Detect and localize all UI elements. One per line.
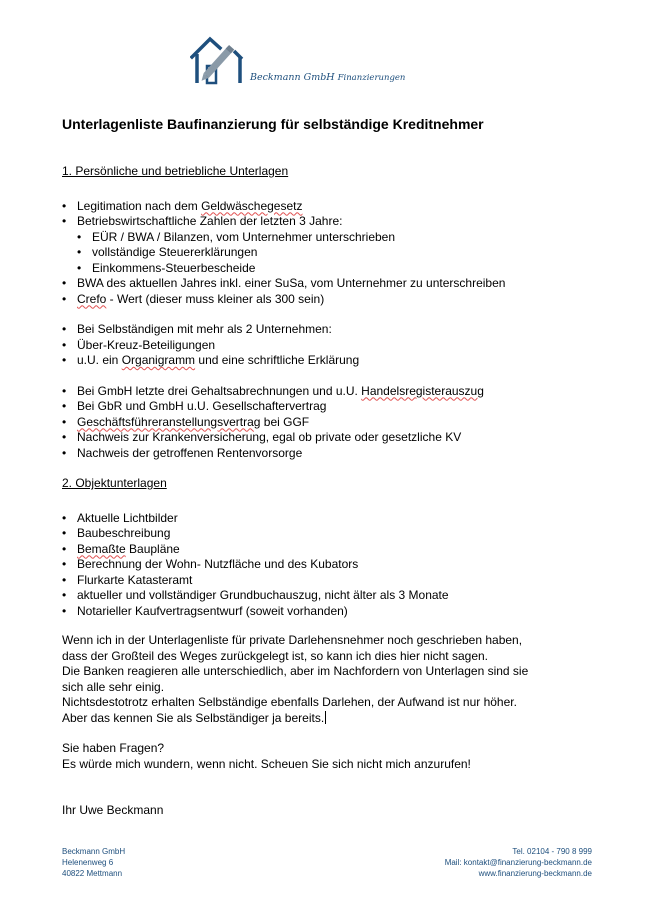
list-item: • Nachweis der getroffenen Rentenvorsorge [62, 446, 602, 462]
paragraph-line: Nichtsdestotrotz erhalten Selbständige ebenfalls Darlehen, der Aufwand ist nur höher. [62, 695, 517, 709]
text-cursor [325, 711, 326, 724]
list-item: • Geschäftsführeranstellungsvertrag bei GGF [62, 415, 602, 431]
paragraph-line: Die Banken reagieren alle unterschiedlich, aber im Nachfordern von Unterlagen sind sie [62, 664, 529, 678]
paragraph-line: Sie haben Fragen? [62, 741, 165, 755]
spellcheck-word: Handelsregisterauszug [361, 383, 484, 398]
section1-list [62, 199, 602, 230]
list-item: • Crefo - Wert (dieser muss kleiner als 300 sein) [62, 292, 602, 308]
list-item: • Bei GbR und GmbH u.U. Gesellschaftervertrag [62, 399, 602, 415]
list-item: • Bei Selbständigen mit mehr als 2 Unternehmen: [62, 322, 602, 338]
sub-list-item: • Einkommens-Steuerbescheide [62, 261, 602, 277]
footer-email: Mail: kontakt@finanzierung-beckmann.de [444, 858, 592, 867]
footer-street: Helenenweg 6 [62, 858, 114, 867]
list-item: • Über-Kreuz-Beteiligungen [62, 338, 602, 354]
section1-group2 [62, 322, 602, 369]
paragraph-line-last[interactable]: Aber das kennen Sie als Selbständiger ja bereits. [62, 710, 325, 725]
list-item: • Aktuelle Lichtbilder [62, 511, 602, 527]
spellcheck-word: Geldwäschegesetz [201, 198, 303, 213]
section2-heading: 2. Objektunterlagen [62, 476, 167, 490]
spellcheck-word: Geschäftsführeranstellungsvertrag [77, 414, 261, 429]
spellcheck-word: Bemaßte [77, 541, 126, 556]
closing-paragraph [62, 633, 602, 726]
document-body [62, 164, 602, 819]
paragraph-line: dass der Großteil des Weges zurückgelegt ist, so kann ich dies hier nicht sagen. [62, 648, 488, 663]
signature: Ihr Uwe Beckmann [62, 803, 164, 817]
section1-list-cont [62, 276, 602, 307]
logo-wordmark [250, 72, 405, 83]
list-item: • Betriebswirtschaftliche Zahlen der letzten 3 Jahre: [62, 214, 602, 230]
section1-heading: 1. Persönliche und betriebliche Unterlagen [62, 164, 289, 178]
paragraph-line: sich alle sehr einig. [62, 679, 165, 694]
footer-company: Beckmann GmbH [62, 847, 126, 856]
footer-address [62, 846, 125, 879]
list-item: • Notarieller Kaufvertragsentwurf (soweit vorhanden) [62, 604, 602, 620]
list-item: • u.U. ein Organigramm und eine schriftliche Erklärung [62, 353, 602, 369]
spellcheck-word: Crefo [77, 291, 107, 306]
spellcheck-word: Organigramm [121, 353, 196, 367]
footer-website: www.finanzierung-beckmann.de [478, 869, 592, 878]
section2-list [62, 511, 602, 620]
house-pen-icon [190, 33, 250, 85]
section1-group3 [62, 384, 602, 462]
section1-sublist [62, 230, 602, 277]
list-item: • Berechnung der Wohn- Nutzfläche und des Kubators [62, 557, 602, 573]
list-item: • Bei GmbH letzte drei Gehaltsabrechnungen und u.U. Handelsregisterauszug [62, 384, 602, 400]
logo-company: Beckmann GmbH [250, 72, 335, 83]
list-item: • aktueller und vollständiger Grundbuchauszug, nicht älter als 3 Monate [62, 588, 602, 604]
sub-list-item: • vollständige Steuererklärungen [62, 245, 602, 261]
footer-contact [445, 846, 592, 879]
list-item: • Nachweis zur Krankenversicherung, egal ob private oder gesetzliche KV [62, 430, 602, 446]
document-title: Unterlagenliste Baufinanzierung für selbständige Kreditnehmer [62, 116, 484, 132]
footer-phone: Tel. 02104 - 790 8 999 [512, 847, 592, 856]
paragraph-line: Es würde mich wundern, wenn nicht. Scheuen Sie sich nicht mich anzurufen! [62, 756, 471, 771]
list-item: • Bemaßte Baupläne [62, 542, 602, 558]
sub-list-item: • EÜR / BWA / Bilanzen, vom Unternehmer unterschrieben [62, 230, 602, 246]
questions-paragraph [62, 741, 602, 772]
footer-city: 40822 Mettmann [62, 869, 123, 878]
list-item: • Baubeschreibung [62, 526, 602, 542]
company-logo [190, 33, 450, 88]
logo-subtitle: Finanzierungen [337, 73, 406, 83]
paragraph-line: Wenn ich in der Unterlagenliste für private Darlehensnehmer noch geschrieben haben, [62, 633, 523, 647]
list-item: • Flurkarte Katasteramt [62, 573, 602, 589]
list-item: • Legitimation nach dem Geldwäschegesetz [62, 199, 602, 215]
list-item: • BWA des aktuellen Jahres inkl. einer SuSa, vom Unternehmer zu unterschreiben [62, 276, 602, 292]
